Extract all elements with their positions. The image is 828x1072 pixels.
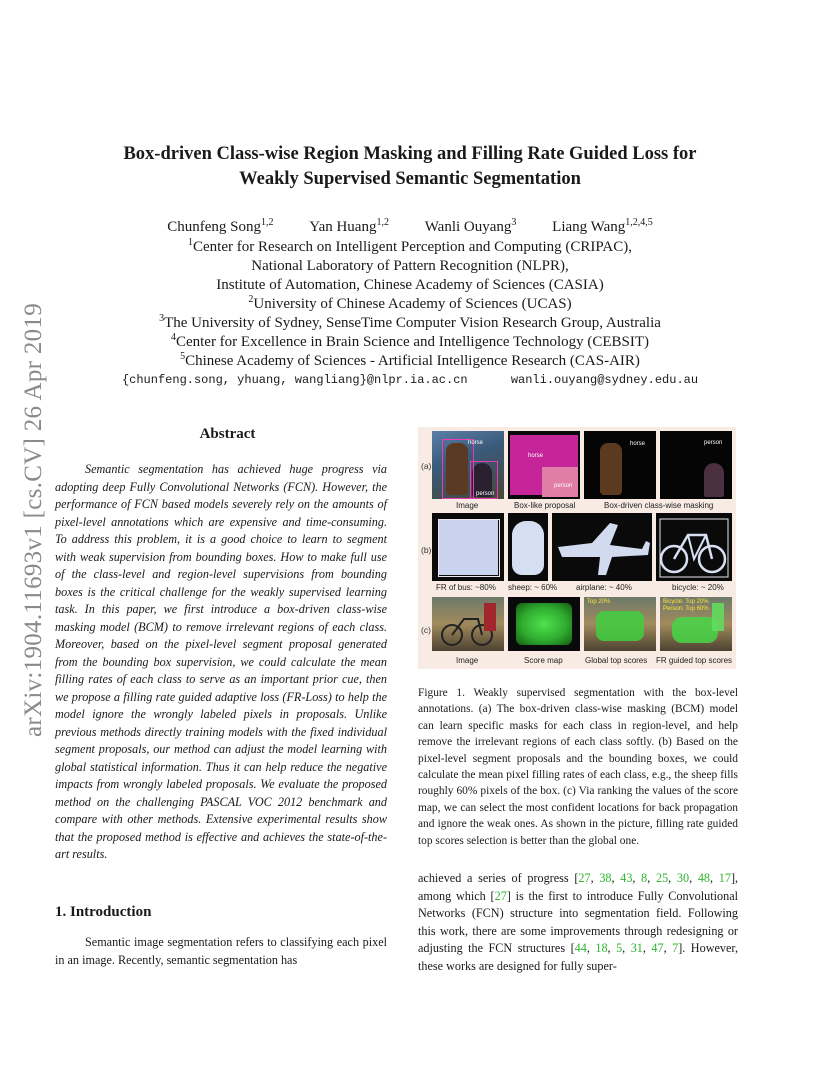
citation-link[interactable]: 44 <box>574 941 587 955</box>
caption-paragraph: Figure 1. Weakly supervised segmentation with the box-level annotations. (a) The box-driven class-wise masking (BCM) model can learn specific masks for each class in region-level, and help remove the irrelevant regions of each class softly. (b) Based on the pixel-level segment proposals and the bounding boxes, we could calculate the mean pixel filling rates of each class, e.g., the sheep fills roughly 60% pixels of the box. (c) Via ranking the values of the score map, we can select the most confident locations for back propagation and ignore the weak ones. As shown in the picture, filling rate guided top scores selection is better than the global one. <box>418 687 738 847</box>
citation-link[interactable]: 31 <box>630 941 643 955</box>
mask-bicycle <box>656 513 732 581</box>
citation-link[interactable]: 25 <box>655 871 669 885</box>
author-1: Chunfeng Song$^{1,2}$ <box>167 217 274 235</box>
citation-link[interactable]: 30 <box>676 871 690 885</box>
label-fr-guided: FR guided top scores <box>656 656 733 665</box>
arxiv-identifier: arXiv:1904.11693v1 [cs.CV] 26 Apr 2019 <box>20 302 47 738</box>
global-top-scores <box>584 597 656 651</box>
citation-link[interactable]: 27 <box>494 888 507 903</box>
affiliations <box>60 238 760 371</box>
email-2[interactable]: wanli.ouyang@sydney.edu.au <box>510 373 699 387</box>
mask-bus <box>432 513 504 581</box>
label-score-map: Score map <box>524 656 563 665</box>
abstract-heading: Abstract <box>199 426 256 442</box>
tag-person-2: person <box>554 483 573 489</box>
tag-bicycle-top: Bicycle: Top 20% <box>663 599 709 605</box>
email-1[interactable]: {chunfeng.song, yhuang, wangliang}@nlpr.ia.ac.cn <box>121 373 468 387</box>
paper-title <box>60 142 760 192</box>
tag-top-20: Top 20% <box>587 599 611 605</box>
fr-guided-top-scores <box>660 597 732 651</box>
citation-link[interactable]: 48 <box>697 871 711 885</box>
citation-link[interactable]: 7 <box>672 941 679 955</box>
citation-link[interactable]: 8 <box>641 871 648 885</box>
mask-airplane <box>552 513 652 581</box>
citation-link[interactable]: 17 <box>718 871 731 885</box>
label-fr-bicycle: bicycle: ~ 20% <box>672 583 724 592</box>
affiliation-5: $^5$Chinese Academy of Sciences - Artificial Intelligence Research (CAS-AIR) <box>180 351 640 369</box>
citation-link[interactable]: 5 <box>616 941 623 955</box>
email-line <box>60 373 760 387</box>
citation-link[interactable]: 43 <box>620 871 633 885</box>
affiliation-1: $^1$Center for Research on Intelligent Perception and Computing (CRIPAC), <box>188 237 632 255</box>
label-fr-airplane: airplane: ~ 40% <box>576 583 632 592</box>
author-2: Yan Huang$^{1,2}$ <box>309 217 389 235</box>
citation-link[interactable]: 38 <box>599 871 612 885</box>
author-list <box>60 219 760 236</box>
figure-1-caption <box>418 685 738 849</box>
author-3: Wanli Ouyang$^3$ <box>424 217 517 235</box>
right-column-body <box>418 870 738 975</box>
intro-paragraph: Semantic image segmentation refers to classifying each pixel in an image. Recently, semantic segmentation has <box>55 935 387 967</box>
abstract-paragraph: Semantic segmentation has achieved huge progress via adopting deep Fully Convolutional Networks (FCN). However, the performance of FCN based models severely rely on the amounts of pixel-level annotations which are expensive and time-consuming. To address this problem, it is a good choice to learn to segment with weak supervision from bounding boxes. How to make full use of the class-level and region-level supervisions from bounding boxes is the critical challenge for the weakly supervised learning task. In this paper, we first introduce a box-driven class-wise masking model (BCM) to remove irrelevant regions of each class. Moreover, based on the pixel-level segment proposal generated from the bounding box supervision, we could calculate the mean filling rates of each class to serve as an important prior cue, then we propose a filling rate guided adaptive loss (FR-Loss) to help the model ignore the wrongly labeled pixels in proposals. Unlike previous methods directly training models with the fixed individual segment proposals, our method can adjust the model learning with global statistical information. Thus it can help reduce the negative impacts from wrongly labeled proposals. We evaluate the proposed method on the challenging PASCAL VOC 2012 benchmark and compare with other methods. Extensive experimental results show that the proposed method is effective and achieves the state-of-the-art results. <box>55 462 387 861</box>
introduction-body <box>55 934 387 969</box>
row-label-a: (a) <box>421 461 432 471</box>
label-image-c: Image <box>456 656 479 665</box>
affiliation-4: $^4$Center for Excellence in Brain Science and Intelligence Technology (CEBSIT) <box>170 332 650 350</box>
label-class-wise-masking: Box-driven class-wise masking <box>604 501 714 510</box>
section-heading-introduction: 1. Introduction <box>55 904 152 920</box>
author-4: Liang Wang$^{1,2,4,5}$ <box>552 217 653 235</box>
citation-link[interactable]: 18 <box>595 941 608 955</box>
title-line-2: Weakly Supervised Semantic Segmentation <box>239 169 581 189</box>
score-map <box>508 597 580 651</box>
masking-person <box>660 431 732 499</box>
arxiv-sidebar <box>14 285 54 755</box>
image-horse-person <box>432 431 504 499</box>
label-fr-sheep: sheep: ~ 60% <box>508 583 558 592</box>
label-image-a: Image <box>456 501 479 510</box>
tag-person-1: person <box>476 491 495 497</box>
tag-horse-1: horse <box>468 440 484 446</box>
abstract-body <box>55 461 387 864</box>
row-label-b: (b) <box>421 545 432 555</box>
tag-horse-3: horse <box>630 441 646 447</box>
box-like-proposal <box>508 431 580 499</box>
label-fr-bus: FR of bus: ~80% <box>436 583 496 592</box>
affiliation-1b: National Laboratory of Pattern Recognition (NLPR), <box>251 258 569 274</box>
citation-link[interactable]: 27 <box>578 871 591 885</box>
mask-sheep <box>508 513 548 581</box>
row-label-c: (c) <box>421 625 431 635</box>
affiliation-2: $^2$University of Chinese Academy of Sciences (UCAS) <box>248 294 572 312</box>
image-bicycle-person <box>432 597 504 651</box>
tag-horse-2: horse <box>528 453 544 459</box>
tag-person-top: Person: Top 60% <box>663 606 709 612</box>
right-paragraph: achieved a series of progress [27, 38, 43, 8, 25, 30, 48, 17], among which [27] is the first to introduce Fully Convolutional Networks (FCN) structure into segmentation field. Following this work, there are some improvements through redesigning or adjusting the FCN structures [44, 18, 5, 31, 47, 7]. However, these works are designed for fully super- <box>418 871 739 973</box>
citation-link[interactable]: 47 <box>651 941 664 955</box>
figure-1 <box>418 427 736 669</box>
affiliation-1c: Institute of Automation, Chinese Academy of Sciences (CASIA) <box>216 277 604 293</box>
title-line-1: Box-driven Class-wise Region Masking and Filling Rate Guided Loss for <box>123 144 697 164</box>
masking-horse <box>584 431 656 499</box>
label-box-proposal: Box-like proposal <box>514 501 576 510</box>
affiliation-3: $^3$The University of Sydney, SenseTime Computer Vision Research Group, Australia <box>159 313 661 331</box>
label-global-top: Global top scores <box>585 656 648 665</box>
tag-person-3: person <box>704 440 723 446</box>
